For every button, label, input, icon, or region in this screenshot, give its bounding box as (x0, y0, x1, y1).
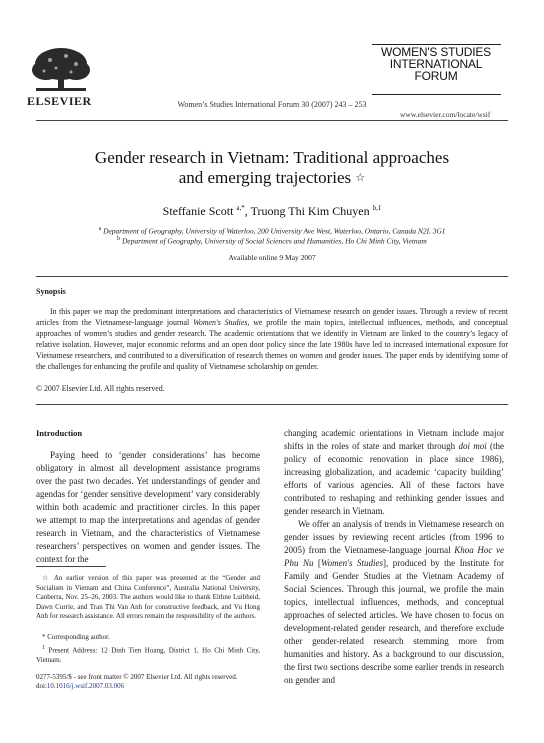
doi-line (36, 682, 124, 690)
doi-moi-term: doi moi (458, 441, 487, 451)
title-divider (36, 276, 508, 277)
author-list (0, 204, 544, 219)
paper-title (0, 148, 544, 188)
title-footnote-star-icon[interactable]: ☆ (355, 172, 366, 184)
synopsis-divider (36, 404, 508, 405)
synopsis-journal-name: Women's Studies (193, 318, 248, 327)
intro-paragraph-continued (284, 427, 504, 518)
author-affiliation-mark[interactable]: a,* (236, 204, 245, 212)
footnote-text: Present Address: 12 Dinh Tien Hoang, District 1, Ho Chi Minh City, Vietnam. (36, 646, 260, 664)
doi-link[interactable]: 10.1016/j.wsif.2007.03.006 (46, 682, 125, 690)
footnote-rule (36, 566, 106, 567)
affiliation-mark: b (117, 236, 121, 242)
affiliation-mark: a (98, 226, 102, 232)
body-text: (the policy of economic renovation in place since 1986), increasing globalization, and academic ‘capacity building’ efforts of various agencies. All of these factors have contributed to reshaping and rethinking gender issues and gender research in Vietnam. (284, 441, 504, 516)
synopsis-text: , we profile the main topics, intellectual influences, methods, and conceptual approaches of women’s studies and gender research. The academic orientations that we identify in Vietnam are linked to the country’s legacy of relative isolation. However, major economic reforms and an open door policy since the late 1980s have led to increased international exposure for Vietnamese researchers, and contributed to a diversification of research themes on women and gender issues. The paper ends by identifying some of the challenges for enhancing the profile and quality of Vietnamese scholarship on gender. (36, 318, 508, 371)
publisher-name: ELSEVIER (27, 94, 92, 108)
affiliation-text: Department of Geography, University of Waterloo, 200 University Ave West, Waterloo, Ontario, Canada N2L 3G1 (103, 226, 446, 236)
footnote-1 (36, 644, 260, 666)
author-name: Steffanie Scott (162, 204, 234, 218)
paper-title-line-2 (0, 168, 544, 188)
affiliation-a (0, 226, 544, 236)
journal-title-line-2: INTERNATIONAL (389, 57, 483, 71)
intro-paragraph-2 (284, 518, 504, 687)
affiliation-b (0, 236, 544, 246)
journal-title-line-1: WOMEN'S STUDIES (381, 45, 491, 59)
author-name: Truong Thi Kim Chuyen (250, 204, 370, 218)
author-affiliation-mark[interactable]: b,1 (372, 204, 382, 212)
body-text: ], produced by the Institute for Family and Gender Studies at the Vietnam Academy of Social Sciences. Through this journal, we profile the main topics, intellectual influences, methods, and conceptual approaches of selected articles. We have chosen to focus on development-related gender research, and therefore exclude other gender-related research stemming more from humanities and history. As a background to our discussion, the first two sections describe some earlier trends in research on gender and (284, 558, 505, 685)
journal-title-rule-bottom (372, 94, 501, 95)
synopsis-body (36, 306, 508, 372)
left-column (36, 449, 260, 566)
body-text: We offer an analysis of trends in Vietnamese research on gender issues by reviewing recent articles (from 1996 to 2005) from the Vietnamese-language journal (284, 519, 504, 555)
front-matter-notice: 0277-5395/$ - see front matter © 2007 Elsevier Ltd. All rights reserved. (36, 673, 238, 681)
journal-title-line-3: FORUM (414, 69, 458, 83)
synopsis-text: In this paper we map the predominant interpretations and characteristics of Vietnamese research on gender issues. Through a review of recent articles from the Vietnamese-language journal (36, 307, 508, 327)
author-separator: , (244, 204, 251, 218)
paper-title-line-1: Gender research in Vietnam: Traditional approaches (94, 148, 450, 167)
journal-url-link[interactable]: www.elsevier.com/locate/wsif (400, 110, 491, 119)
introduction-heading: Introduction (36, 428, 83, 438)
footnote-mark: 1 (42, 645, 45, 651)
journal-vietnamese-name: Khoa Hoc ve Phu Nu (284, 545, 504, 568)
journal-title-block (374, 46, 498, 82)
available-online-date: Available online 9 May 2007 (228, 253, 316, 262)
synopsis-heading: Synopsis (36, 287, 66, 296)
journal-english-name: Women's Studies (320, 558, 383, 568)
body-text: changing academic orientations in Vietnam include major shifts in the roles of state and market through (284, 428, 504, 451)
intro-paragraph-1: Paying heed to ‘gender considerations’ has become obligatory in almost all development assistance programs over the past two decades. Yet understandings of gender and agendas for ‘gender sensitive development’ vary considerably within both academic and practitioner circles. In this paper we attempt to map the interpretations and agendas of gender research in Vietnam, and the characteristics of Vietnamese researchers’ perspectives on women and gender issues. The context for the (36, 450, 260, 564)
header-divider (36, 120, 508, 121)
synopsis-paragraph (36, 306, 508, 372)
footnote-star-icon: ☆ (42, 574, 51, 582)
right-column (284, 427, 504, 687)
footnote-corresponding-author: * Corresponding author. (42, 633, 110, 641)
footnote-title (36, 574, 260, 622)
footnote-text: An earlier version of this paper was presented at the “Gender and Socialism in Vietnam and China Conference”, Australia National University, Canberra, Nov. 25–26, 2003. The authors would like to thank Eithne Luibheid, Dawn Currie, and Tran Thi Van Anh for constructive feedback, and Vu Hong Anh for research assistance. All errors remain the responsibility of the authors. (36, 574, 260, 621)
doi-label: doi: (36, 682, 47, 690)
journal-citation: Women’s Studies International Forum 30 (2007) 243 – 253 (177, 100, 367, 109)
paper-title-line-2-text: and emerging trajectories (178, 168, 352, 187)
synopsis-copyright: © 2007 Elsevier Ltd. All rights reserved. (36, 384, 165, 393)
affiliation-text: Department of Geography, University of Social Sciences and Humanities, Ho Chi Minh City, Vietnam (122, 236, 427, 246)
body-text: [ (313, 558, 321, 568)
